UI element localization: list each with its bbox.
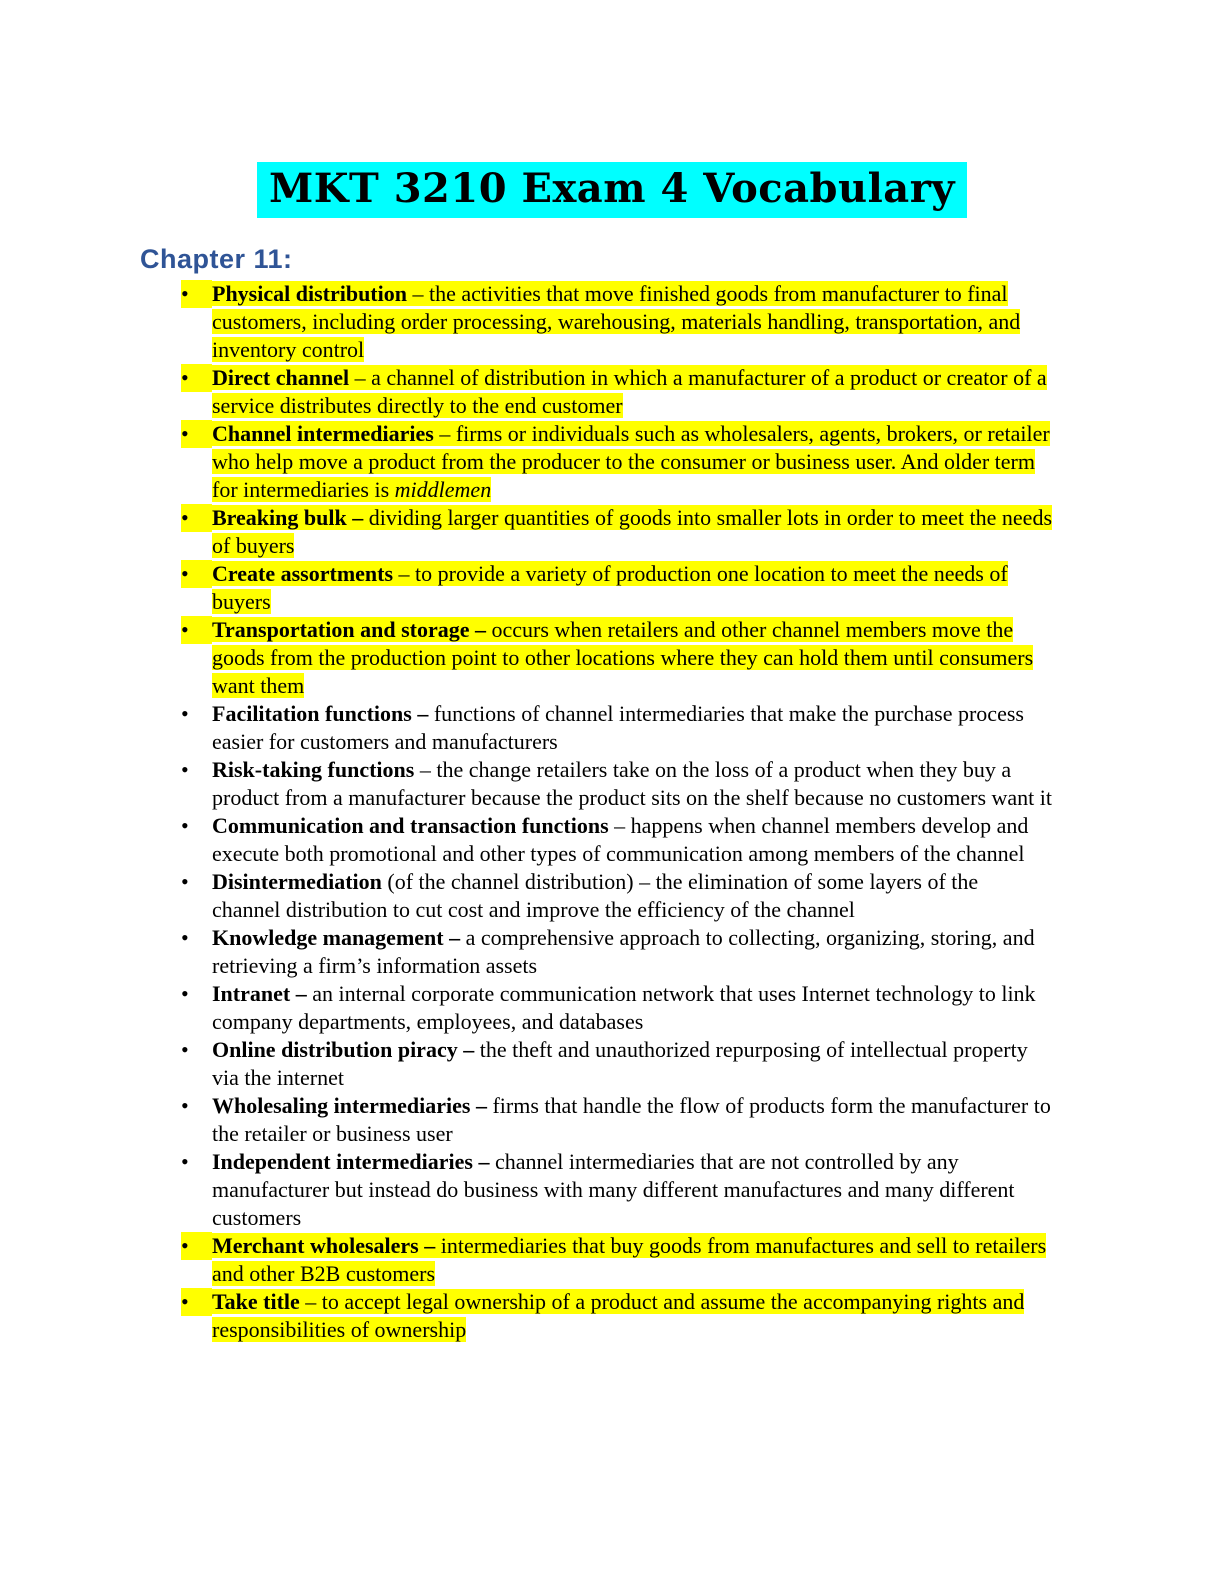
vocab-definition: – a channel of distribution in which a manufacturer of a product or creator of a service distributes directly to the end customer (212, 365, 1047, 418)
vocab-term: Physical distribution (212, 281, 407, 306)
vocab-definition: – firms or individuals such as wholesalers, agents, brokers, or retailer who help move a product from the producer to the consumer or business user. And older term for intermediaries is (212, 421, 1050, 502)
vocab-term: Take title (212, 1289, 300, 1314)
vocab-term: Disintermediation (212, 869, 382, 894)
bullet-icon: • (181, 1288, 212, 1316)
title-row (0, 0, 1224, 218)
bullet-icon: • (181, 701, 189, 726)
list-item-channel-intermediaries (140, 420, 1052, 504)
bullet-icon: • (181, 1037, 189, 1062)
vocab-definition: intermediaries that buy goods from manufactures and sell to retailers and other B2B customers (212, 1233, 1047, 1286)
vocab-definition: an internal corporate communication network that uses Internet technology to link company departments, employees, and databases (212, 981, 1036, 1034)
list-item-knowledge-management (140, 924, 1052, 980)
list-item-merchant-wholesalers (140, 1232, 1052, 1288)
page-title: MKT 3210 Exam 4 Vocabulary (257, 162, 967, 218)
list-item-communication-transaction-functions (140, 812, 1052, 868)
bullet-icon: • (181, 504, 212, 532)
bullet-icon: • (181, 280, 212, 308)
vocab-definition: (of the channel distribution) – the elimination of some layers of the channel distribution to cut cost and improve the efficiency of the channel (212, 869, 979, 922)
bullet-icon: • (181, 925, 189, 950)
bullet-icon: • (181, 757, 189, 782)
vocab-term: Online distribution piracy – (212, 1037, 475, 1062)
vocab-term: Risk-taking functions (212, 757, 415, 782)
vocab-definition: – the activities that move finished goods from manufacturer to final customers, including order processing, warehousing, materials handling, transportation, and inventory control (212, 281, 1021, 362)
bullet-icon: • (181, 1232, 212, 1260)
vocab-term: Direct channel (212, 365, 350, 390)
vocab-term: Channel intermediaries (212, 421, 434, 446)
bullet-icon: • (181, 1149, 189, 1174)
chapter-heading: Chapter 11: (140, 244, 293, 274)
vocab-definition: a comprehensive approach to collecting, organizing, storing, and retrieving a firm’s information assets (212, 925, 1035, 978)
list-item-physical-distribution (140, 280, 1052, 364)
list-item-breaking-bulk (140, 504, 1052, 560)
list-item-independent-intermediaries (140, 1148, 1052, 1232)
bullet-icon: • (181, 813, 189, 838)
list-item-take-title (140, 1288, 1052, 1344)
list-item-wholesaling-intermediaries (140, 1092, 1052, 1148)
vocab-term: Create assortments (212, 561, 394, 586)
bullet-icon: • (181, 869, 189, 894)
bullet-icon: • (181, 616, 212, 644)
list-item-risk-taking-functions (140, 756, 1052, 812)
bullet-icon: • (181, 1093, 189, 1118)
bullet-icon: • (181, 560, 212, 588)
vocab-term: Transportation and storage – (212, 617, 486, 642)
vocab-list (140, 280, 1052, 1344)
vocab-definition: the theft and unauthorized repurposing of intellectual property via the internet (212, 1037, 1028, 1090)
vocab-term: Communication and transaction functions (212, 813, 609, 838)
list-item-intranet (140, 980, 1052, 1036)
vocab-definition: dividing larger quantities of goods into smaller lots in order to meet the needs of buyers (212, 505, 1053, 558)
vocab-term: Intranet – (212, 981, 307, 1006)
vocab-term: Facilitation functions – (212, 701, 429, 726)
vocab-definition: – the change retailers take on the loss of a product when they buy a product from a manufacturer because the product sits on the shelf because no customers want it (212, 757, 1052, 810)
vocab-definition: functions of channel intermediaries that make the purchase process easier for customers and manufacturers (212, 701, 1024, 754)
vocab-term: Wholesaling intermediaries – (212, 1093, 487, 1118)
vocab-term: Independent intermediaries – (212, 1149, 490, 1174)
vocab-definition-italic: middlemen (394, 477, 492, 502)
vocab-term: Knowledge management – (212, 925, 461, 950)
bullet-icon: • (181, 364, 212, 392)
vocab-definition: – to accept legal ownership of a product and assume the accompanying rights and responsibilities of ownership (212, 1289, 1025, 1342)
vocab-term: Breaking bulk – (212, 505, 364, 530)
list-item-disintermediation (140, 868, 1052, 924)
vocab-term: Merchant wholesalers – (212, 1233, 436, 1258)
bullet-icon: • (181, 420, 212, 448)
bullet-icon: • (181, 981, 189, 1006)
vocab-definition: occurs when retailers and other channel members move the goods from the production point to other locations where they can hold them until consumers want them (212, 617, 1034, 698)
list-item-online-distribution-piracy (140, 1036, 1052, 1092)
list-item-direct-channel (140, 364, 1052, 420)
vocab-definition: – happens when channel members develop and execute both promotional and other types of communication among members of the channel (212, 813, 1029, 866)
list-item-facilitation-functions (140, 700, 1052, 756)
vocab-definition: channel intermediaries that are not controlled by any manufacturer but instead do business with many different manufactures and many different customers (212, 1149, 1015, 1230)
list-item-transportation-and-storage (140, 616, 1052, 700)
vocab-definition: firms that handle the flow of products form the manufacturer to the retailer or business user (212, 1093, 1051, 1146)
vocab-definition: – to provide a variety of production one location to meet the needs of buyers (212, 561, 1008, 614)
list-item-create-assortments (140, 560, 1052, 616)
